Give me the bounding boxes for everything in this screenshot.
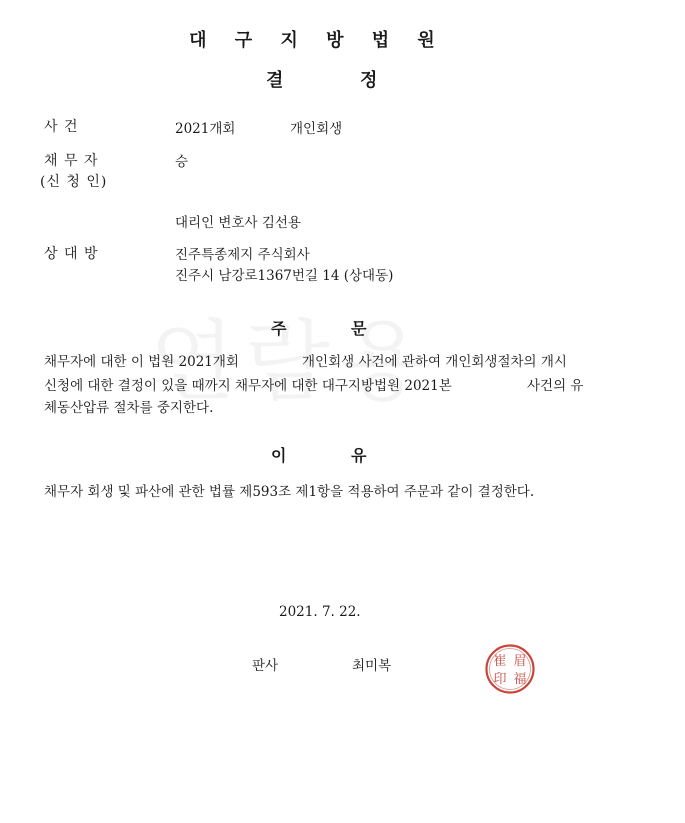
- case-name: 개인회생: [290, 121, 343, 137]
- reason-heading-second: 유: [351, 446, 367, 465]
- reason-text: 채무자 회생 및 파산에 관한 법률 제593조 제1항을 적용하여 주문과 같이 결정한다.: [44, 484, 535, 500]
- svg-text:崔: 崔: [493, 654, 507, 669]
- debtor-label: 채 무 자: [44, 153, 99, 169]
- court-title: 대 구 지 방 법 원: [189, 30, 446, 51]
- decision-date: 2021. 7. 22.: [279, 604, 361, 620]
- counterparty-label: 상 대 방: [44, 246, 99, 262]
- applicant-label: (신 청 인): [40, 174, 108, 190]
- order-heading-first: 주: [271, 319, 287, 338]
- counterparty-name: 진주특종제지 주식회사: [175, 247, 310, 263]
- judge-seal: [484, 643, 536, 695]
- case-label: 사 건: [44, 119, 79, 135]
- order-text-line-2a: 신청에 대한 결정이 있을 때까지 채무자에 대한 대구지방법원 2021본: [44, 378, 452, 394]
- svg-text:印: 印: [493, 672, 507, 687]
- counterparty-address: 진주시 남강로1367번길 14 (상대동): [175, 268, 394, 284]
- reason-heading-first: 이: [271, 446, 287, 465]
- document-type-second-char: 정: [360, 70, 378, 91]
- attorney: 대리인 변호사 김선용: [175, 215, 301, 231]
- judge-name: 최미복: [352, 658, 392, 674]
- order-text-line-1b: 개인회생 사건에 관하여 개인회생절차의 개시: [302, 354, 567, 370]
- svg-text:眉: 眉: [513, 654, 527, 669]
- svg-text:福: 福: [513, 672, 527, 687]
- order-text-line-1a: 채무자에 대한 이 법원 2021개회: [44, 354, 239, 370]
- case-number: 2021개회: [175, 121, 236, 137]
- document-type-first-char: 결: [266, 70, 284, 91]
- debtor-name: 승: [175, 154, 189, 170]
- order-text-line-2b: 사건의 유: [527, 378, 584, 394]
- judge-title: 판사: [252, 658, 279, 674]
- order-heading-second: 문: [351, 319, 367, 338]
- order-text-line-3: 체동산압류 절차를 중지한다.: [44, 400, 214, 416]
